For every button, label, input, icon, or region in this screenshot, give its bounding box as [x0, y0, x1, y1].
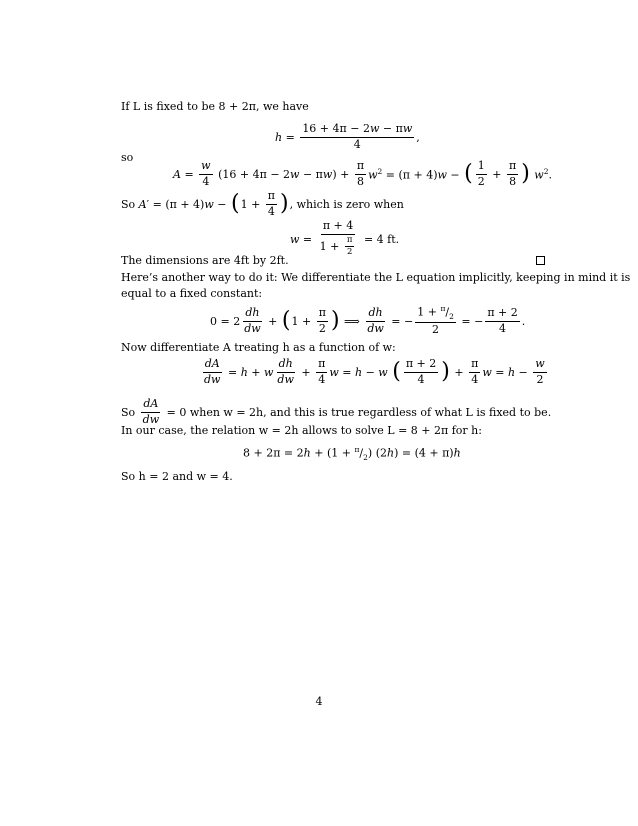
equation-implicit: 0 = 2 $\frac{dh}{dw}$ + ( 1 + $\frac{\pi}{2}$ ) ⟹ $\frac{dh}{dw}$ = − $\frac{1 + ^\pi/_2}{2}$ = − $\frac{\pi + 2}{4}$ .: [210, 304, 526, 337]
paragraph-L-fixed: If L is fixed to be 8 + 2π, we have: [121, 100, 309, 113]
page-number: 4: [315, 695, 323, 708]
paragraph-differentiate-A: Now differentiate A treating h as a function of w:: [121, 341, 396, 354]
equation-h: h = $\frac{16 + 4\pi - 2w - \pi w}{4}$ ,: [275, 122, 420, 151]
paragraph-final: So h = 2 and w = 4.: [121, 470, 233, 483]
so-dA-text: = 0 when w = 2h, and this is true regardless of what L is fixed to be.: [166, 405, 552, 419]
qed-square-icon: [536, 256, 545, 265]
equation-dA-dw: $\frac{dA}{dw}$ = h + w $\frac{dh}{dw}$ + $\frac{\pi}{4}$ w = h − w ( $\frac{\pi + 2}{4}$ ) + $\frac{\pi}{4}$ w = h − $\frac{w}{2}$: [204, 357, 545, 386]
paragraph-so: so: [121, 151, 134, 164]
paragraph-derivative: So A′ = (π + 4)w − ( 1 + $\frac{\pi}{4}$ ) , which is zero when: [121, 189, 404, 218]
equation-solve-h: $8 + 2\pi = 2h + (1 + ^\pi/_2)$ (2h) = (4 + π)h: [243, 445, 461, 462]
derivative-text-end: , which is zero when: [289, 197, 404, 211]
equation-w: w = π + 4 1 + $\frac{\pi}{2}$ = 4 ft.: [290, 219, 400, 258]
paragraph-another-way-1: Here’s another way to do it: We differentiate the L equation implicitly, keeping in mind it is: [121, 271, 631, 284]
paragraph-dimensions: The dimensions are 4ft by 2ft.: [121, 254, 289, 267]
paragraph-so-dA: So $\frac{dA}{dw}$ = 0 when w = 2h, and this is true regardless of what L is fixed to be.: [121, 397, 552, 426]
derivative-text-start: So A′ = (π + 4)w −: [121, 197, 230, 211]
equation-A: A = $\frac{w}{4}$ (16 + 4π − 2w − πw) + $\frac{\pi}{8}$ $w^2 = (\pi + 4)w$ − ( $\frac{1}{2}$ + $\frac{\pi}{8}$ ) $w^2$.: [173, 159, 552, 188]
paragraph-another-way-2: equal to a fixed constant:: [121, 287, 263, 300]
paragraph-our-case: In our case, the relation w = 2h allows to solve L = 8 + 2π for h:: [121, 424, 482, 437]
